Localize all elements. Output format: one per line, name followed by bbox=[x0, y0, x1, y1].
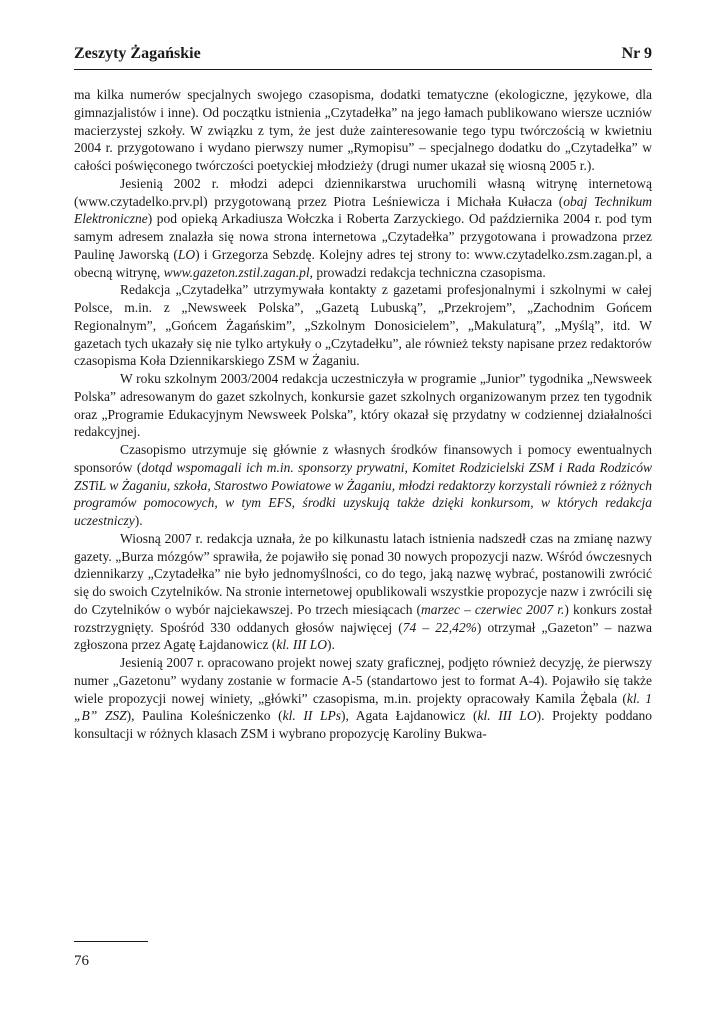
running-head bbox=[74, 44, 652, 70]
text-run: ), Agata Łajdanowicz ( bbox=[341, 708, 478, 724]
body-paragraph bbox=[74, 441, 652, 530]
text-run: Jesienią 2002 r. młodzi adepci dziennikarstwa uruchomili własną witrynę internetową (www.czytadelko.prv.pl) przygotowaną przez Piotra Leśniewicza i Michała Kułacza ( bbox=[74, 175, 652, 209]
text-run: ). bbox=[327, 637, 335, 653]
body-paragraph bbox=[74, 654, 652, 743]
text-run: Czasopismo utrzymuje się głównie z własnych środków finansowych i pomocy ewentualnych sponsorów ( bbox=[74, 442, 652, 475]
italic-text-run: www.gazeton.zstil.zagan.pl bbox=[163, 264, 310, 280]
body-paragraph bbox=[74, 530, 652, 654]
body-paragraph bbox=[74, 281, 652, 370]
text-run: W roku szkolnym 2003/2004 redakcja uczestniczyła w programie „Junior” tygodnika „Newsweek Polska” adresowanym do gazet szkolnych, konkursie gazet szkolnych organizowanym przez ten tygodnik oraz „Programie Edukacyjnym Newsweek Polska”, który okazał się przydatny w codziennej działalności redakcyjnej. bbox=[74, 371, 652, 440]
text-run: , prowadzi redakcja techniczna czasopisma. bbox=[309, 264, 546, 280]
italic-text-run: kl. II LPs bbox=[282, 708, 342, 724]
italic-text-run: 74 – 22,42% bbox=[402, 619, 477, 635]
text-run: Wiosną 2007 r. redakcja uznała, że po kilkunastu latach istnienia nadszedł czas na zmianę nazwy gazety. „Burza mózgów” sprawiła, że pojawiło się ponad 30 nowych propozycji nazw. Wśród ówczesnych dziennikarzy „Czytadełka” nie było jednomyślności, co do tego, jaką nazwę wybrać, postanowili zwrócić się do swoich Czytelników. Na stronie internetowej opublikowali wszystkie propozycje nazw i zwrócili się do Czytelników o wybór najciekawszej. Po trzech miesiącach ( bbox=[74, 530, 652, 617]
text-run: ). Projekty poddano konsultacji w różnych klasach ZSM i wybrano propozycję Karoliny Bukwa- bbox=[74, 708, 652, 741]
body-paragraph bbox=[74, 370, 652, 441]
text-run: Redakcja „Czytadełka” utrzymywała kontakty z gazetami profesjonalnymi i szkolnymi w całej Polsce, m.in. z „Newsweek Polska”, „Gazetą Lubuską”, „Przekrojem”, „Zachodnim Gońcem Regionalnym”, „Gońcem Żagańskim”, „Szkolnym Donosicielem”, „Makulaturą”, „Myślą”, itd. W gazetach tych ukazały się nie tylko artykuły o „Czytadełku”, ale również teksty napisane przez redaktorów czasopisma Koła Dziennikarskiego ZSM w Żaganiu. bbox=[74, 282, 652, 369]
text-run: ) otrzymał „Gazeton” – nazwa zgłoszona przez Agatę Łajdanowicz ( bbox=[74, 619, 652, 653]
italic-text-run: LO bbox=[177, 246, 196, 262]
italic-text-run: obaj Technikum Elektroniczne bbox=[74, 193, 652, 227]
body-paragraph bbox=[74, 86, 652, 175]
italic-text-run: dotąd wspomagali ich m.in. sponsorzy prywatni, Komitet Rodzicielski ZSM i Rada Rodziców ZSTiL w Żaganiu, szkoła, Starostwo Powiatowe w Żaganiu, młodzi redaktorzy korzystali również z różnych programów pomocowych, w tym EFS, środki uzyskują także dzięki konkursom, w których redakcja uczestniczy bbox=[74, 459, 652, 528]
text-run: ) pod opieką Arkadiusza Wołczka i Roberta Zarzyckiego. Od października 2004 r. pod tym samym adresem znalazła się nowa strona internetowa „Czytadełka” przygotowana i prowadzona przez Paulinę Jaworską ( bbox=[74, 211, 652, 262]
italic-text-run: kl. III LO bbox=[477, 708, 537, 724]
text-run: ma kilka numerów specjalnych swojego czasopisma, dodatki tematyczne (ekologiczne, językowe, dla gimnazjalistów i inne). Od początku istnienia „Czytadełka” na jego łamach publikowano wiersze uczniów macierzystej szkoły. W związku z tym, że jest duże zainteresowanie tego typu twórczością w kwietniu 2004 r. przygotowano i wydano pierwszy numer „Rymopisu” – specjalnego dodatku do „Czytadełka” w całości poświęconego twórczości poetyckiej młodzieży (drugi numer ukazał się wiosną 2005 r.). bbox=[74, 87, 652, 173]
text-run: Jesienią 2007 r. opracowano projekt nowej szaty graficznej, podjęto również decyzję, że pierwszy numer „Gazetonu” wydany zostanie w formacie A-5 (standartowo jest to format A-4). Pojawiło się także wiele propozycji nowej winiety, „główki” czasopisma, m.in. projekty opracowały Kamila Żębala ( bbox=[74, 655, 652, 706]
text-run: ) i Grzegorza Sebzdę. Kolejny adres tej strony to: www.czytadelko.zsm.zagan.pl, a obecną witrynę, bbox=[74, 246, 652, 280]
text-run: ). bbox=[134, 513, 143, 528]
body-text bbox=[74, 86, 652, 743]
italic-text-run: kl. 1 „B” ZSZ bbox=[74, 690, 652, 724]
page bbox=[74, 44, 652, 743]
page-number: 76 bbox=[74, 953, 89, 969]
body-paragraph bbox=[74, 175, 652, 282]
italic-text-run: marzec – czerwiec 2007 r. bbox=[421, 601, 565, 617]
footnote-divider bbox=[74, 941, 148, 942]
italic-text-run: kl. III LO bbox=[276, 637, 328, 653]
issue-number: Nr 9 bbox=[621, 45, 652, 62]
text-run: ), Paulina Koleśniczenko ( bbox=[126, 708, 283, 724]
journal-title: Zeszyty Żagańskie bbox=[74, 45, 201, 62]
text-run: ) konkurs został rozstrzygnięty. Spośród 330 oddanych głosów najwięcej ( bbox=[74, 601, 653, 635]
